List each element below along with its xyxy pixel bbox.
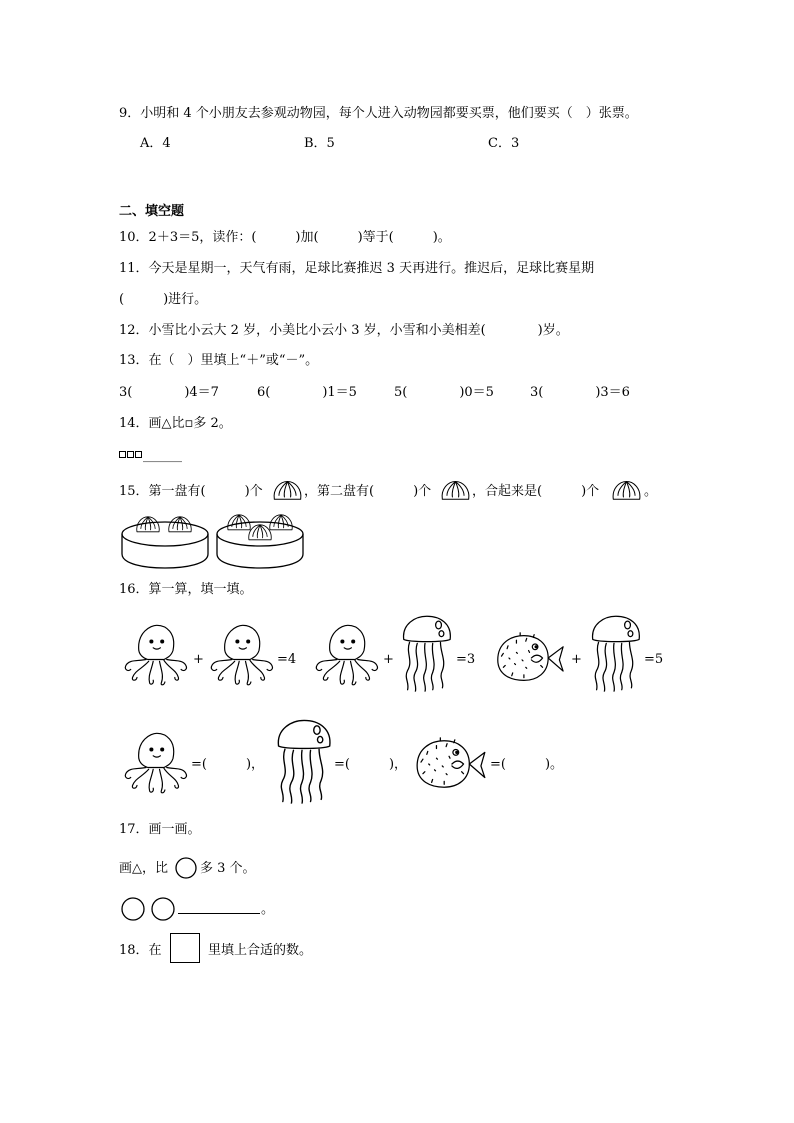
question-11-line2: ( )进行。 (119, 292, 208, 307)
question-9-stem: 9．小明和 4 个小朋友去参观动物园，每个人进入动物园都要买票，他们要买（ ）张票。 (119, 106, 638, 121)
q17-instruction-b: 多 3 个。 (200, 861, 256, 876)
equation-2-result: =3 (456, 652, 476, 667)
small-square-icon (119, 451, 126, 458)
answer-box[interactable] (170, 933, 200, 963)
plate-with-buns (214, 508, 306, 570)
small-square-icon (135, 451, 142, 458)
question-15-part3: ，合起来是( )个 (472, 484, 600, 499)
question-12: 12．小雪比小云大 2 岁，小美比小云小 3 岁，小雪和小美相差( )岁。 (119, 323, 569, 338)
plus-sign: + (383, 652, 394, 667)
pufferfish-answer[interactable]: =( )。 (490, 757, 564, 772)
octopus-answer[interactable]: =( )， (191, 757, 265, 772)
jellyfish-answer[interactable]: =( )， (334, 757, 408, 772)
octopus-icon (119, 728, 191, 798)
question-15-part1: 15．第一盘有( )个 (119, 484, 263, 499)
plus-sign: + (571, 652, 582, 667)
circle-icon (151, 897, 175, 921)
question-11-line1: 11．今天是星期一，天气有雨，足球比赛推迟 3 天再进行。推迟后，足球比赛星期 (119, 261, 595, 276)
q13-item-2: 6( )1＝5 (257, 385, 357, 400)
answer-blank[interactable]: ______ (143, 448, 182, 463)
question-16-stem: 16．算一算，填一填。 (119, 582, 253, 597)
small-square-icon (127, 451, 134, 458)
question-10: 10．2＋3＝5，读作：( )加( )等于( )。 (119, 230, 451, 245)
jellyfish-icon (396, 612, 454, 694)
question-18-b: 里填上合适的数。 (208, 943, 313, 958)
equation-3-result: =5 (644, 652, 664, 667)
section-title: 二、填空题 (119, 204, 185, 219)
plate-with-buns (119, 508, 211, 570)
equation-1-result: =4 (277, 652, 297, 667)
steamed-bun-icon (272, 478, 303, 502)
pufferfish-icon (410, 735, 490, 793)
question-15-part2: ，第二盘有( )个 (304, 484, 432, 499)
option-a[interactable]: A．4 (140, 136, 171, 151)
circle-icon (121, 897, 145, 921)
plus-sign: + (193, 652, 204, 667)
octopus-icon (310, 620, 382, 690)
question-17-stem: 17．画一画。 (119, 822, 201, 837)
question-18-a: 18．在 (119, 943, 162, 958)
q13-item-4: 3( )3＝6 (530, 385, 630, 400)
option-b[interactable]: B．5 (304, 136, 335, 151)
q17-instruction-a: 画△，比 (119, 861, 168, 876)
q17-end: 。 (261, 902, 275, 917)
answer-line[interactable] (178, 913, 260, 915)
q13-item-3: 5( )0＝5 (394, 385, 494, 400)
steamed-bun-icon (440, 478, 471, 502)
question-13-stem: 13．在（ ）里填上“＋”或“－”。 (119, 353, 319, 368)
octopus-icon (205, 620, 277, 690)
jellyfish-icon (270, 718, 334, 804)
option-c[interactable]: C．3 (488, 136, 520, 151)
jellyfish-icon (585, 612, 643, 694)
question-15-end: 。 (644, 484, 658, 499)
octopus-icon (119, 620, 191, 690)
question-14-stem: 14．画△比▫多 2。 (119, 416, 232, 431)
q13-item-1: 3( )4＝7 (119, 385, 219, 400)
question-14-squares (119, 448, 182, 464)
pufferfish-icon (491, 630, 568, 686)
circle-icon (175, 857, 197, 879)
steamed-bun-icon (611, 478, 642, 502)
